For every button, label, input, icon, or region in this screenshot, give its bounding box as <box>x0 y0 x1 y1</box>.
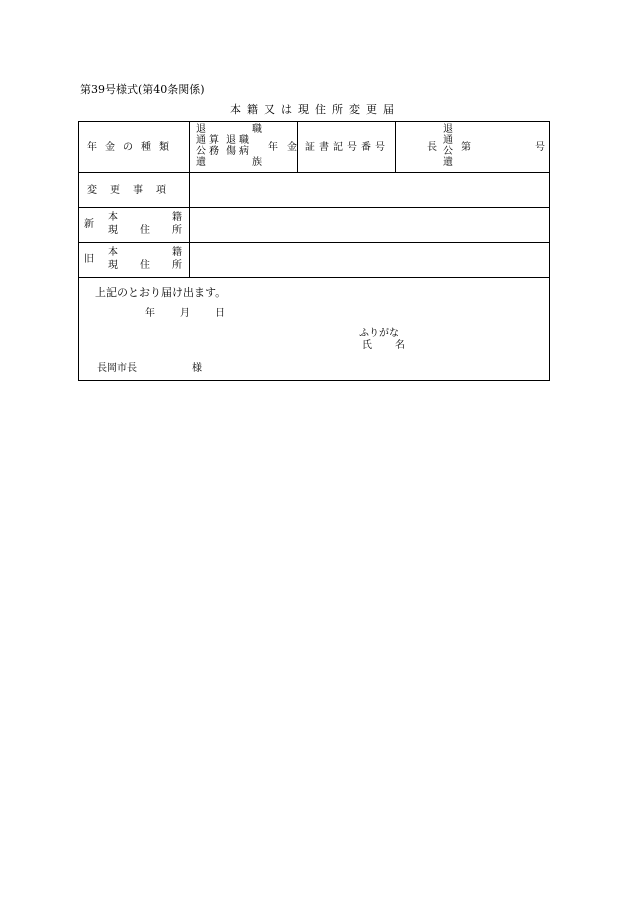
kind-top-left: 退 <box>196 124 206 135</box>
old-gen: 現 <box>108 260 118 271</box>
change-item-field[interactable] <box>189 173 551 207</box>
date-day: 日 <box>215 308 225 319</box>
addressee-sama: 様 <box>192 363 202 374</box>
cert-gou: 号 <box>535 142 545 153</box>
kind-row3-left: 公務 <box>196 146 222 157</box>
old-label <box>79 243 189 277</box>
old-address-row <box>79 243 549 278</box>
pension-type-label <box>79 122 189 172</box>
old-seki: 籍 <box>172 247 182 258</box>
change-item-label <box>79 173 189 207</box>
new-label-text: 新 <box>84 219 94 230</box>
new-ju: 住 <box>140 225 150 236</box>
form-number: 第39号様式(第40条関係) <box>80 83 205 96</box>
name-shi: 氏 <box>362 340 372 351</box>
certificate-label-text: 証書記号番号 <box>305 142 389 153</box>
addressee: 長岡市長 <box>97 363 137 374</box>
new-address-field[interactable] <box>189 208 551 242</box>
cert-third: 公 <box>443 146 453 157</box>
kind-top-right: 職 <box>252 124 262 135</box>
old-hon: 本 <box>108 247 118 258</box>
old-sho: 所 <box>172 260 182 271</box>
cert-top: 退 <box>443 124 453 135</box>
kind-row2-right: 退職 <box>226 135 252 146</box>
kind-nenkin: 年金 <box>268 142 306 153</box>
application-form <box>78 121 550 381</box>
cert-dai: 第 <box>461 142 471 153</box>
cert-second: 通 <box>443 135 453 146</box>
page-title: 本籍又は現住所変更届 <box>230 103 400 116</box>
furigana-label: ふりがな <box>359 328 399 339</box>
name-mei: 名 <box>395 340 405 351</box>
kind-row4-right: 族 <box>252 157 262 168</box>
cert-chou: 長 <box>427 142 437 153</box>
old-ju: 住 <box>140 260 150 271</box>
new-address-row <box>79 208 549 243</box>
pension-type-label-text: 年金の種類 <box>87 142 177 153</box>
new-gen: 現 <box>108 225 118 236</box>
certificate-label <box>297 122 395 172</box>
new-sho: 所 <box>172 225 182 236</box>
certificate-value <box>395 122 551 172</box>
declaration-area <box>79 278 549 381</box>
date-month: 月 <box>180 308 190 319</box>
new-label <box>79 208 189 242</box>
new-seki: 籍 <box>172 212 182 223</box>
new-hon: 本 <box>108 212 118 223</box>
change-item-row <box>79 173 549 208</box>
date-year: 年 <box>145 308 155 319</box>
change-item-label-text: 変更事項 <box>87 185 179 196</box>
old-address-field[interactable] <box>189 243 551 277</box>
kind-row2-left: 通算 <box>196 135 222 146</box>
old-label-text: 旧 <box>84 254 94 265</box>
cert-fourth: 遺 <box>443 157 453 168</box>
kind-row3-mid: 傷病 <box>226 146 252 157</box>
pension-row <box>79 122 549 173</box>
pension-kind-options <box>189 122 306 172</box>
kind-row4-left: 遺 <box>196 157 206 168</box>
declaration-statement: 上記のとおり届け出ます。 <box>95 286 227 299</box>
